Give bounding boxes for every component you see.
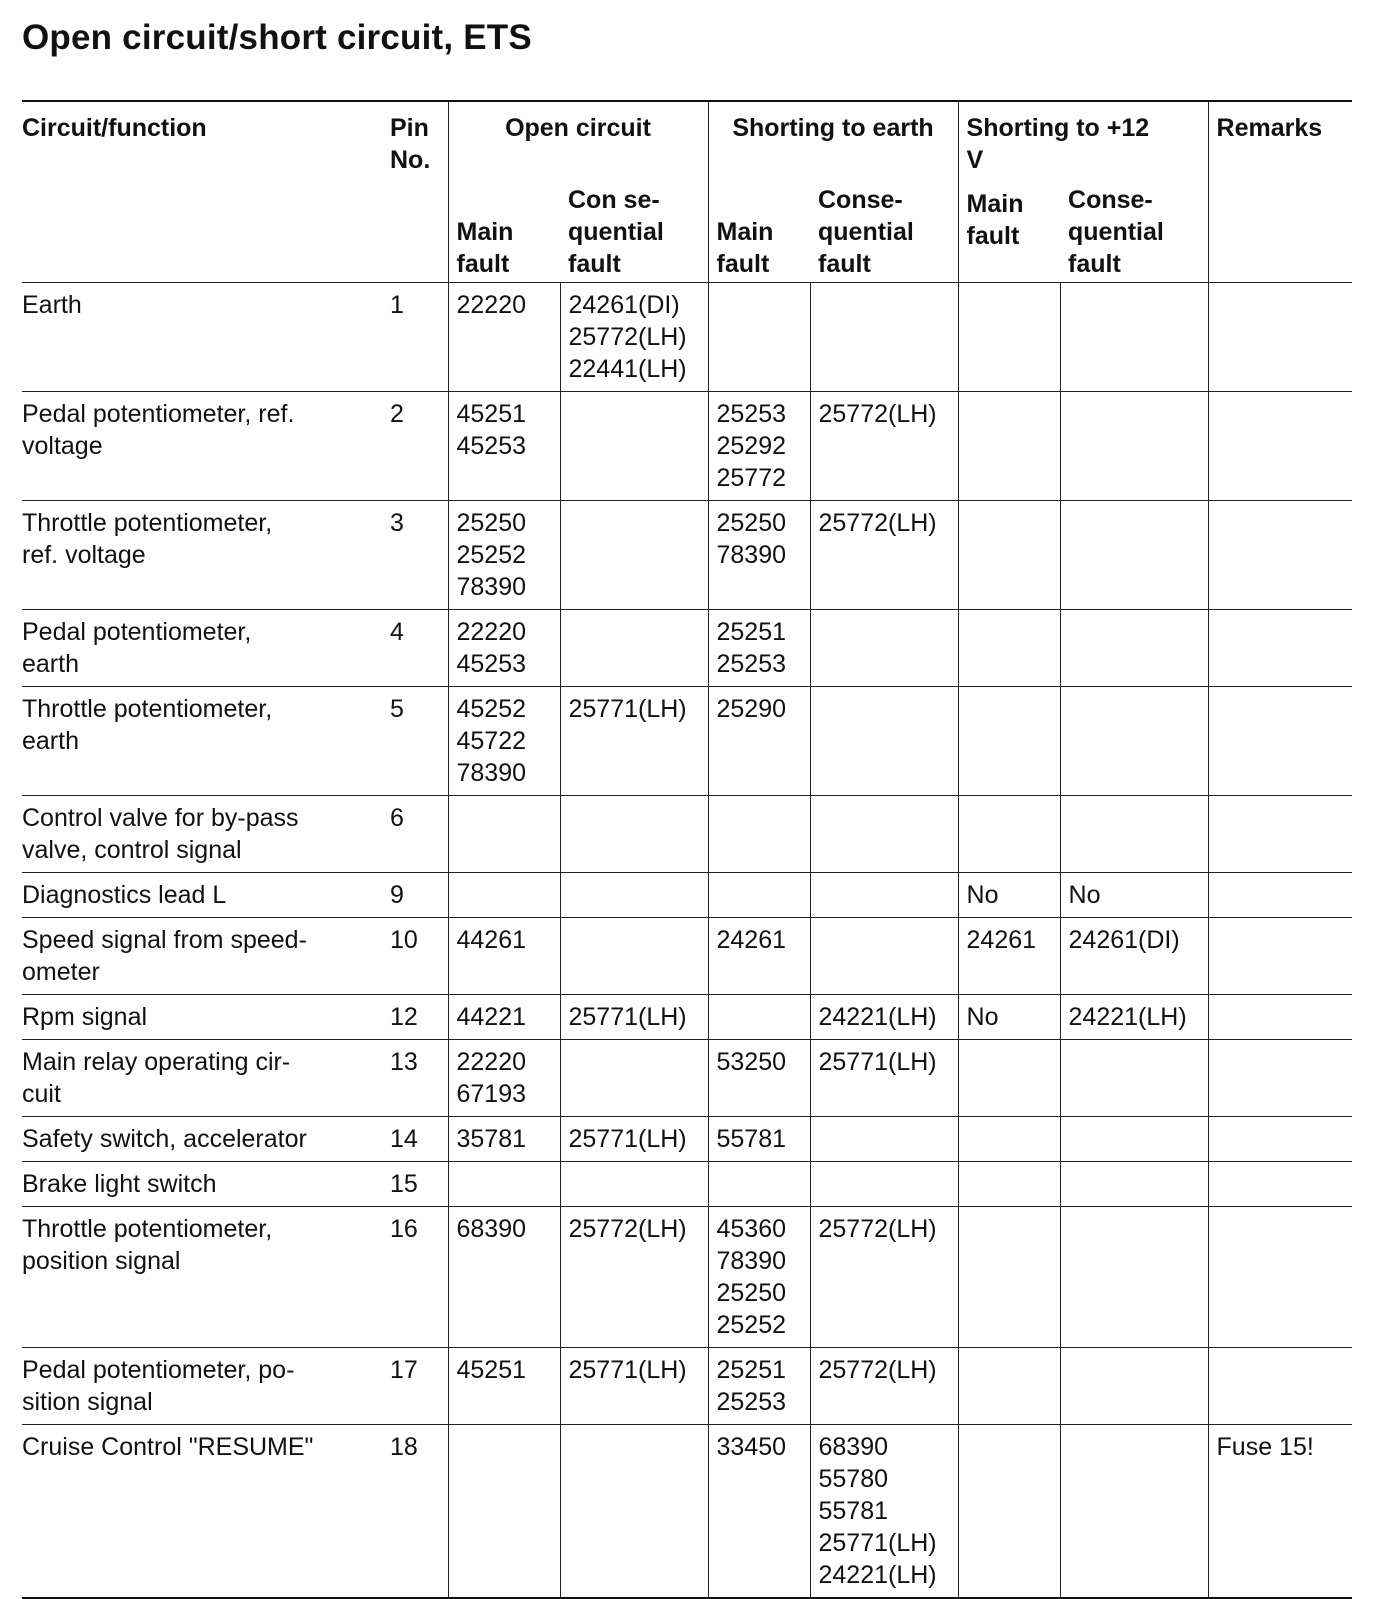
table-row	[22, 995, 1352, 1040]
cell-se-main-fault: 53250	[708, 1040, 810, 1117]
cell-pin-no: 17	[382, 1348, 448, 1425]
cell-oc-consequential-fault	[560, 610, 708, 687]
cell-oc-main-fault	[448, 1425, 560, 1599]
cell-oc-consequential-fault	[560, 873, 708, 918]
cell-se-consequential-fault	[810, 687, 958, 796]
cell-oc-consequential-fault: 25771(LH)	[560, 1348, 708, 1425]
header-circuit-function: Circuit/function	[22, 101, 382, 283]
cell-circuit-function: Safety switch, accelerator	[22, 1117, 382, 1162]
cell-se-main-fault: 24261	[708, 918, 810, 995]
cell-remarks	[1208, 392, 1352, 501]
cell-s12-main-fault: 24261	[958, 918, 1060, 995]
cell-pin-no: 14	[382, 1117, 448, 1162]
cell-s12-main-fault	[958, 501, 1060, 610]
cell-oc-consequential-fault	[560, 1425, 708, 1599]
cell-pin-no: 4	[382, 610, 448, 687]
cell-se-main-fault: 25251 25253	[708, 610, 810, 687]
cell-oc-main-fault: 45252 45722 78390	[448, 687, 560, 796]
header-s12-main-fault: Main fault	[958, 182, 1060, 283]
cell-s12-consequential-fault	[1060, 1207, 1208, 1348]
cell-se-consequential-fault	[810, 1117, 958, 1162]
header-se-main-fault: Main fault	[708, 182, 810, 283]
header-shorting-to-earth: Shorting to earth	[708, 101, 958, 182]
cell-se-consequential-fault: 24221(LH)	[810, 995, 958, 1040]
cell-remarks	[1208, 873, 1352, 918]
cell-pin-no: 12	[382, 995, 448, 1040]
cell-oc-main-fault: 68390	[448, 1207, 560, 1348]
cell-remarks	[1208, 283, 1352, 392]
cell-se-consequential-fault: 25772(LH)	[810, 1207, 958, 1348]
table-row	[22, 1425, 1352, 1599]
cell-pin-no: 18	[382, 1425, 448, 1599]
cell-remarks	[1208, 610, 1352, 687]
cell-se-main-fault: 45360 78390 25250 25252	[708, 1207, 810, 1348]
cell-oc-main-fault: 35781	[448, 1117, 560, 1162]
header-shorting-to-12v: Shorting to +12 V	[958, 101, 1208, 182]
table-row	[22, 918, 1352, 995]
cell-se-main-fault: 25251 25253	[708, 1348, 810, 1425]
table-row	[22, 501, 1352, 610]
cell-se-consequential-fault: 25772(LH)	[810, 501, 958, 610]
cell-circuit-function: Throttle potentiometer, earth	[22, 687, 382, 796]
cell-s12-consequential-fault	[1060, 1117, 1208, 1162]
cell-circuit-function: Cruise Control "RESUME"	[22, 1425, 382, 1599]
table-row	[22, 610, 1352, 687]
cell-remarks	[1208, 501, 1352, 610]
cell-oc-main-fault	[448, 1162, 560, 1207]
header-pin-no: Pin No.	[382, 101, 448, 283]
cell-oc-main-fault: 45251 45253	[448, 392, 560, 501]
cell-pin-no: 3	[382, 501, 448, 610]
cell-oc-main-fault: 22220	[448, 283, 560, 392]
cell-oc-consequential-fault	[560, 796, 708, 873]
table-row	[22, 1207, 1352, 1348]
cell-pin-no: 1	[382, 283, 448, 392]
cell-s12-consequential-fault	[1060, 283, 1208, 392]
cell-oc-main-fault: 45251	[448, 1348, 560, 1425]
fault-code-table	[22, 100, 1352, 1599]
cell-se-consequential-fault	[810, 1162, 958, 1207]
header-se-consequential-fault: Conse- quential fault	[818, 186, 914, 278]
cell-s12-main-fault: No	[958, 873, 1060, 918]
cell-remarks	[1208, 796, 1352, 873]
table-row	[22, 1040, 1352, 1117]
cell-oc-consequential-fault: 25771(LH)	[560, 995, 708, 1040]
cell-se-consequential-fault	[810, 796, 958, 873]
cell-s12-consequential-fault	[1060, 610, 1208, 687]
cell-remarks	[1208, 1348, 1352, 1425]
cell-s12-main-fault	[958, 687, 1060, 796]
cell-oc-main-fault: 25250 25252 78390	[448, 501, 560, 610]
cell-circuit-function: Pedal potentiometer, earth	[22, 610, 382, 687]
cell-se-main-fault: 25290	[708, 687, 810, 796]
cell-se-consequential-fault	[810, 283, 958, 392]
cell-oc-consequential-fault	[560, 501, 708, 610]
cell-circuit-function: Throttle potentiometer, ref. voltage	[22, 501, 382, 610]
cell-se-main-fault: 55781	[708, 1117, 810, 1162]
cell-s12-consequential-fault	[1060, 687, 1208, 796]
cell-circuit-function: Pedal potentiometer, po- sition signal	[22, 1348, 382, 1425]
cell-s12-main-fault	[958, 1425, 1060, 1599]
cell-remarks: Fuse 15!	[1208, 1425, 1352, 1599]
cell-se-consequential-fault	[810, 610, 958, 687]
table-row	[22, 687, 1352, 796]
cell-se-consequential-fault: 68390 55780 55781 25771(LH) 24221(LH)	[810, 1425, 958, 1599]
cell-s12-consequential-fault	[1060, 501, 1208, 610]
cell-circuit-function: Speed signal from speed- ometer	[22, 918, 382, 995]
cell-circuit-function: Diagnostics lead L	[22, 873, 382, 918]
cell-oc-consequential-fault	[560, 1162, 708, 1207]
cell-pin-no: 2	[382, 392, 448, 501]
cell-oc-consequential-fault: 25771(LH)	[560, 687, 708, 796]
cell-se-main-fault	[708, 283, 810, 392]
cell-oc-main-fault: 22220 45253	[448, 610, 560, 687]
header-open-circuit: Open circuit	[448, 101, 708, 182]
cell-remarks	[1208, 1207, 1352, 1348]
cell-remarks	[1208, 918, 1352, 995]
cell-s12-consequential-fault	[1060, 1348, 1208, 1425]
cell-se-consequential-fault	[810, 918, 958, 995]
cell-circuit-function: Control valve for by-pass valve, control signal	[22, 796, 382, 873]
cell-s12-main-fault	[958, 1117, 1060, 1162]
cell-se-main-fault: 25253 25292 25772	[708, 392, 810, 501]
table-row	[22, 796, 1352, 873]
cell-s12-consequential-fault: 24261(DI)	[1060, 918, 1208, 995]
header-s12-consequential-fault: Conse- quential fault	[1068, 186, 1164, 278]
table-row	[22, 1117, 1352, 1162]
cell-circuit-function: Brake light switch	[22, 1162, 382, 1207]
cell-s12-main-fault	[958, 283, 1060, 392]
table-row	[22, 283, 1352, 392]
cell-oc-consequential-fault: 25772(LH)	[560, 1207, 708, 1348]
cell-oc-main-fault: 22220 67193	[448, 1040, 560, 1117]
cell-pin-no: 9	[382, 873, 448, 918]
cell-se-main-fault: 25250 78390	[708, 501, 810, 610]
cell-remarks	[1208, 687, 1352, 796]
cell-s12-main-fault	[958, 1348, 1060, 1425]
cell-s12-main-fault	[958, 610, 1060, 687]
cell-oc-consequential-fault	[560, 918, 708, 995]
table-row	[22, 873, 1352, 918]
cell-s12-main-fault	[958, 796, 1060, 873]
cell-pin-no: 15	[382, 1162, 448, 1207]
cell-s12-consequential-fault	[1060, 1162, 1208, 1207]
table-row	[22, 1348, 1352, 1425]
cell-s12-consequential-fault	[1060, 1040, 1208, 1117]
header-remarks: Remarks	[1208, 101, 1352, 283]
cell-pin-no: 6	[382, 796, 448, 873]
cell-s12-main-fault	[958, 1162, 1060, 1207]
table-row	[22, 392, 1352, 501]
table-row	[22, 1162, 1352, 1207]
cell-pin-no: 5	[382, 687, 448, 796]
cell-remarks	[1208, 1162, 1352, 1207]
cell-circuit-function: Main relay operating cir- cuit	[22, 1040, 382, 1117]
cell-s12-consequential-fault: 24221(LH)	[1060, 995, 1208, 1040]
cell-s12-main-fault	[958, 1207, 1060, 1348]
cell-circuit-function: Rpm signal	[22, 995, 382, 1040]
cell-circuit-function: Pedal potentiometer, ref. voltage	[22, 392, 382, 501]
cell-pin-no: 13	[382, 1040, 448, 1117]
cell-oc-main-fault: 44221	[448, 995, 560, 1040]
cell-se-consequential-fault: 25772(LH)	[810, 1348, 958, 1425]
cell-s12-main-fault: No	[958, 995, 1060, 1040]
cell-se-main-fault	[708, 873, 810, 918]
cell-oc-consequential-fault	[560, 392, 708, 501]
cell-s12-main-fault	[958, 392, 1060, 501]
cell-oc-consequential-fault: 25771(LH)	[560, 1117, 708, 1162]
cell-oc-consequential-fault	[560, 1040, 708, 1117]
cell-pin-no: 10	[382, 918, 448, 995]
cell-remarks	[1208, 1117, 1352, 1162]
cell-pin-no: 16	[382, 1207, 448, 1348]
cell-circuit-function: Throttle potentiometer, position signal	[22, 1207, 382, 1348]
header-oc-main-fault: Main fault	[448, 182, 560, 283]
cell-se-consequential-fault: 25771(LH)	[810, 1040, 958, 1117]
page-title: Open circuit/short circuit, ETS	[22, 18, 532, 57]
cell-remarks	[1208, 1040, 1352, 1117]
cell-se-consequential-fault	[810, 873, 958, 918]
cell-oc-consequential-fault: 24261(DI) 25772(LH) 22441(LH)	[560, 283, 708, 392]
cell-oc-main-fault	[448, 873, 560, 918]
cell-se-main-fault	[708, 1162, 810, 1207]
cell-se-main-fault	[708, 796, 810, 873]
cell-se-consequential-fault: 25772(LH)	[810, 392, 958, 501]
header-row-groups	[22, 101, 1352, 182]
cell-se-main-fault: 33450	[708, 1425, 810, 1599]
cell-circuit-function: Earth	[22, 283, 382, 392]
cell-s12-main-fault	[958, 1040, 1060, 1117]
cell-s12-consequential-fault	[1060, 1425, 1208, 1599]
cell-s12-consequential-fault	[1060, 796, 1208, 873]
cell-remarks	[1208, 995, 1352, 1040]
cell-s12-consequential-fault: No	[1060, 873, 1208, 918]
cell-oc-main-fault	[448, 796, 560, 873]
cell-oc-main-fault: 44261	[448, 918, 560, 995]
cell-s12-consequential-fault	[1060, 392, 1208, 501]
header-oc-consequential-fault: Con se- quential fault	[568, 186, 664, 278]
cell-se-main-fault	[708, 995, 810, 1040]
